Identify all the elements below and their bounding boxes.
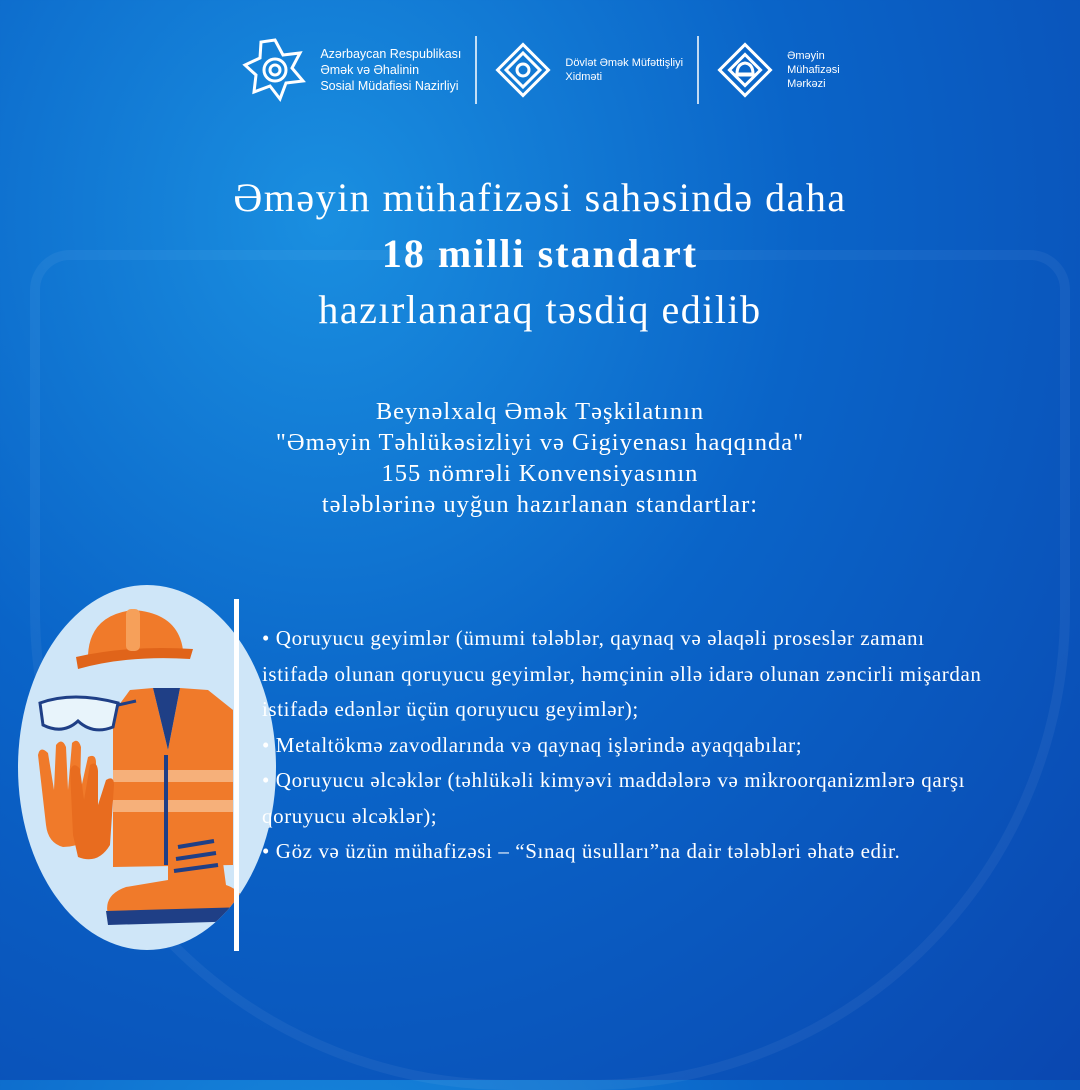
hard-hat-icon (76, 609, 193, 669)
divider-line (234, 599, 239, 951)
list-item: • Metaltökmə zavodlarında və qaynaq işlərində ayaqqabılar; (262, 732, 803, 757)
headline (0, 170, 1080, 338)
headline-line-2: 18 milli standart (381, 231, 699, 276)
logo-divider (697, 36, 699, 104)
logo-divider (475, 36, 477, 104)
ministry-name: Azərbaycan Respublikası Əmək və Əhalinin Sosial Müdafiəsi Nazirliyi (320, 47, 462, 93)
subtitle (0, 396, 1080, 520)
subtitle-line-3: 155 nömrəli Konvensiyasının (381, 460, 699, 487)
list-item: • Qoruyucu əlcəklər (təhlükəli kimyəvi maddələrə və mikroorqanizmlərə qarşı qoruyucu əlcəklər); (262, 768, 966, 828)
ministry-emblem-icon (240, 35, 310, 105)
inspection-service-name: Dövlət Əmək Müfəttişliyi Xidməti (565, 57, 684, 83)
inspection-service-emblem-icon (491, 38, 555, 102)
headline-line-1: Əməyin mühafizəsi sahəsində daha (233, 175, 847, 220)
inspection-service-logo (491, 38, 683, 102)
headline-line-3: hazırlanaraq təsdiq edilib (318, 287, 762, 332)
subtitle-line-4: tələblərinə uyğun hazırlanan standartlar: (321, 491, 759, 518)
safety-center-emblem-icon (713, 38, 777, 102)
safety-center-logo (713, 38, 840, 102)
standards-list (262, 621, 982, 870)
work-gloves-icon (38, 741, 114, 860)
list-item: • Qoruyucu geyimlər (ümumi tələblər, qaynaq və əlaqəli proseslər zamanı istifadə olunan qoruyucu geyimlər, həmçinin əllə idarə olunan zəncirli mişardan istifadə edənlər üçün qoruyucu geyimlər); (262, 626, 982, 721)
subtitle-line-1: Beynəlxalq Əmək Təşkilatının (375, 398, 705, 425)
list-item: • Göz və üzün mühafizəsi – “Sınaq üsulları”na dair tələbləri əhatə edir. (262, 839, 901, 863)
ministry-logo (240, 35, 461, 105)
header-logos (0, 30, 1080, 110)
safety-center-name: Əməyin Mühafizəsi Mərkəzi (787, 50, 840, 90)
subtitle-line-2: "Əməyin Təhlükəsizliyi və Gigiyenası haqqında" (275, 429, 805, 456)
